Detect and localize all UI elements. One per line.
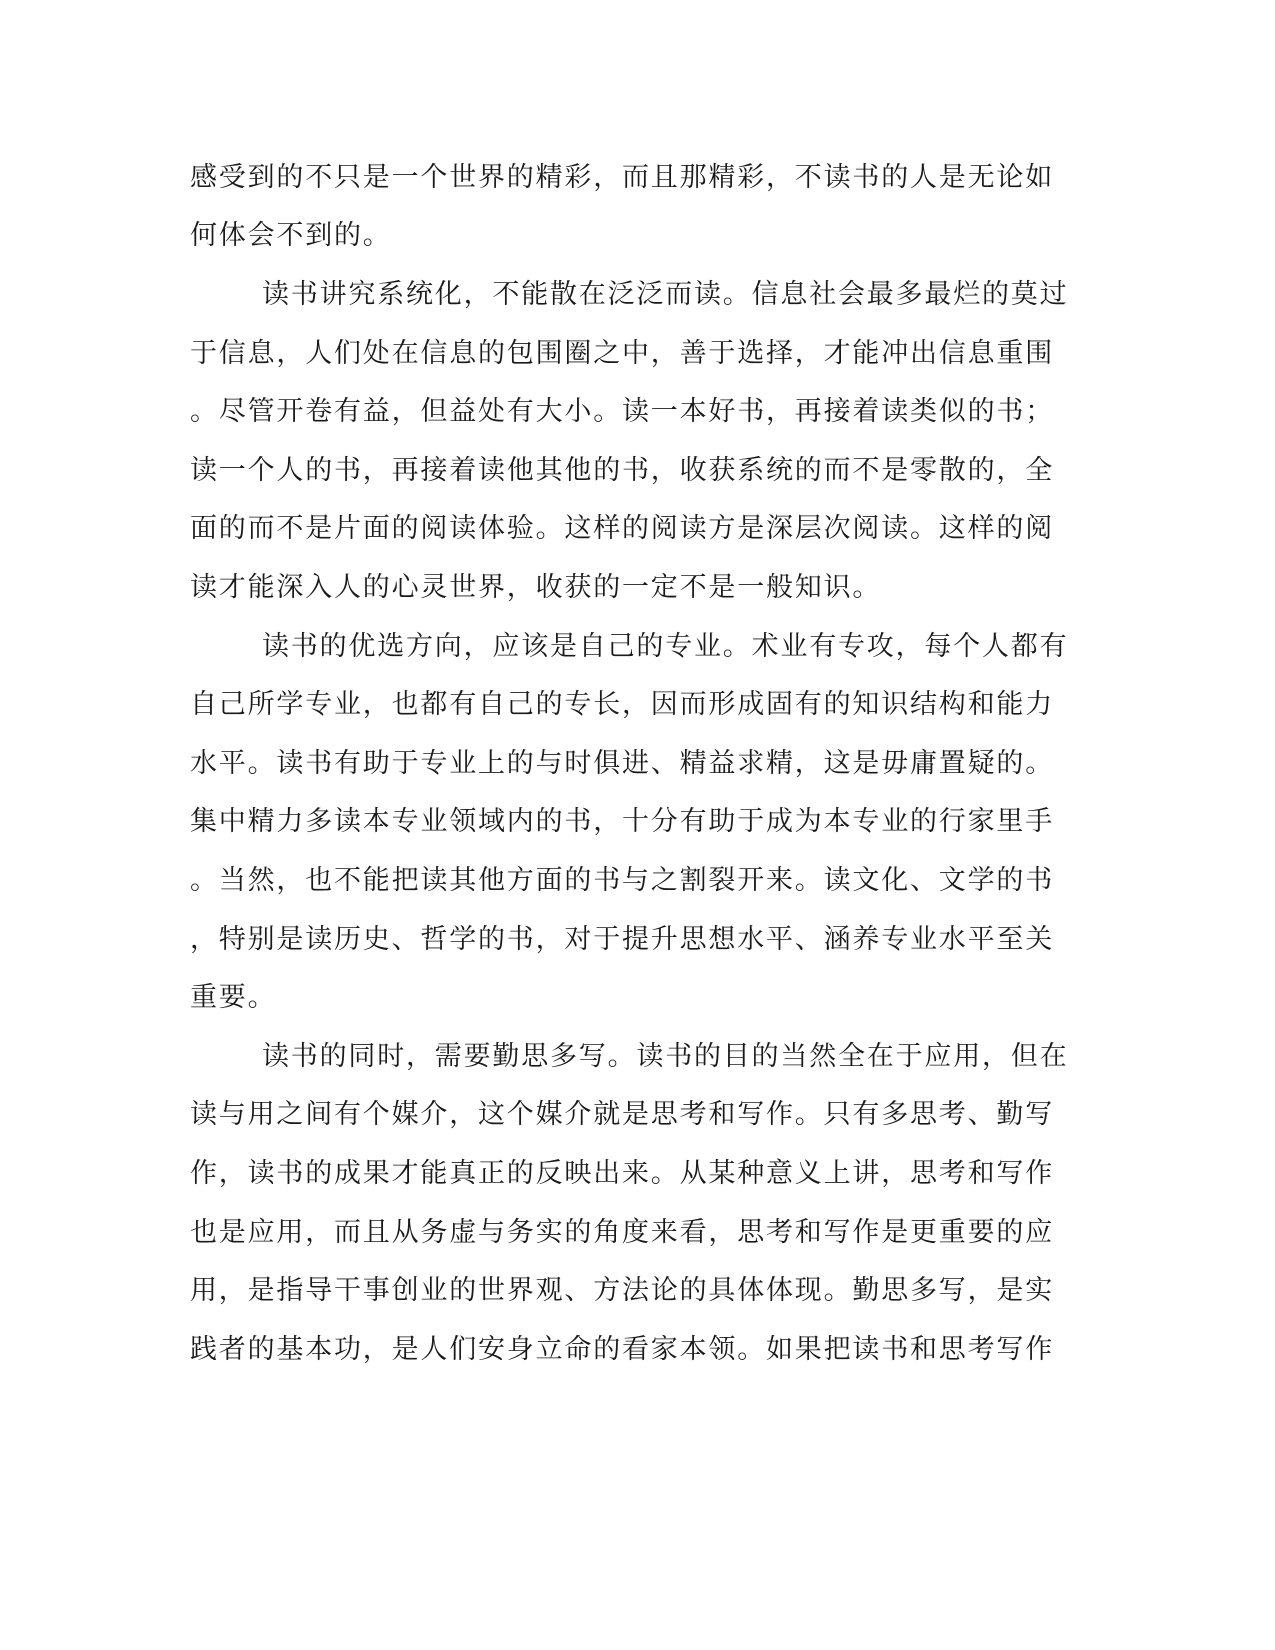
text-line-5: 。尽管开卷有益，但益处有大小。读一本好书，再接着读类似的书； <box>190 396 1054 427</box>
text-line-21: 践者的基本功，是人们安身立命的看家本领。如果把读书和思考写作 <box>190 1334 1054 1365</box>
text-line-12: 集中精力多读本专业领域内的书，十分有助于成为本专业的行家里手 <box>190 806 1054 837</box>
text-line-11: 水平。读书有助于专业上的与时俱进、精益求精，这是毋庸置疑的。 <box>190 748 1054 779</box>
text-line-10: 自己所学专业，也都有自己的专长，因而形成固有的知识结构和能力 <box>190 689 1054 720</box>
text-line-2: 何体会不到的。 <box>190 220 392 251</box>
text-line-20: 用，是指导干事创业的世界观、方法论的具体体现。勤思多写，是实 <box>190 1275 1054 1306</box>
text-line-1: 感受到的不只是一个世界的精彩，而且那精彩，不读书的人是无论如 <box>190 162 1054 193</box>
text-line-13: 。当然，也不能把读其他方面的书与之割裂开来。读文化、文学的书 <box>190 865 1054 896</box>
paragraph-start-line-16: 读书的同时，需要勤思多写。读书的目的当然全在于应用，但在 <box>262 1041 1069 1072</box>
text-line-6: 读一个人的书，再接着读他其他的书，收获系统的而不是零散的，全 <box>190 455 1054 486</box>
paragraph-start-line-9: 读书的优选方向，应该是自己的专业。术业有专攻，每个人都有 <box>262 631 1069 662</box>
text-line-4: 于信息，人们处在信息的包围圈之中，善于选择，才能冲出信息重围 <box>190 338 1054 369</box>
paragraph-start-line-3: 读书讲究系统化，不能散在泛泛而读。信息社会最多最烂的莫过 <box>262 279 1069 310</box>
text-line-15: 重要。 <box>190 982 277 1013</box>
text-line-19: 也是应用，而且从务虚与务实的角度来看，思考和写作是更重要的应 <box>190 1217 1054 1248</box>
text-line-8: 读才能深入人的心灵世界，收获的一定不是一般知识。 <box>190 572 882 603</box>
text-line-17: 读与用之间有个媒介，这个媒介就是思考和写作。只有多思考、勤写 <box>190 1099 1054 1130</box>
text-line-14: ，特别是读历史、哲学的书，对于提升思想水平、涵养专业水平至关 <box>190 924 1054 955</box>
text-line-18: 作，读书的成果才能真正的反映出来。从某种意义上讲，思考和写作 <box>190 1158 1054 1189</box>
text-line-7: 面的而不是片面的阅读体验。这样的阅读方是深层次阅读。这样的阅 <box>190 513 1054 544</box>
